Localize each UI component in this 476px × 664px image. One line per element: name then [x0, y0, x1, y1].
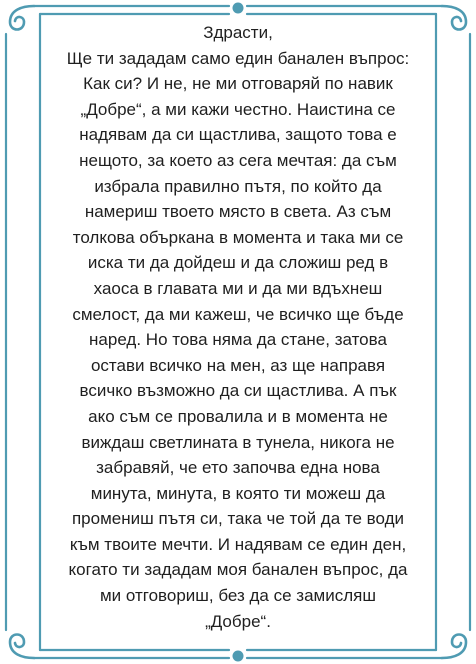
letter-line: избрала правилно пътя, по който да: [94, 176, 382, 196]
dot-ornament-icon: [233, 651, 244, 662]
letter-line: ми отговориш, без да се замисляш: [99, 586, 376, 606]
letter-line: „Добре“, а ми кажи честно. Наистина се: [80, 99, 396, 119]
swirl-ornament-icon: [442, 635, 466, 659]
letter-line: ако съм се провалила и в момента не: [88, 406, 388, 426]
letter-line: надявам да си щастлива, защото това е: [79, 125, 397, 145]
letter-line: всичко възможно да си щастлива. А пък: [79, 381, 397, 401]
letter-line: когато ти зададам моя банален въпрос, да: [68, 560, 408, 580]
letter-line: остави всичко на мен, аз ще направя: [90, 355, 386, 375]
letter-line: смелост, да ми кажеш, че всичко ще бъде: [72, 304, 404, 324]
dot-ornament-icon: [233, 3, 244, 14]
letter-line: към твоите мечти. И надявам се един ден,: [69, 534, 407, 554]
letter-line: иска ти да дойдеш и да сложиш ред в: [87, 253, 389, 273]
swirl-ornament-icon: [10, 635, 34, 659]
letter-line: Ще ти зададам само един банален въпрос:: [66, 48, 410, 68]
letter-line: виждаш светлината в тунела, никога не: [81, 432, 395, 452]
letter-line: хаоса в главата ми и да ми вдъхнеш: [93, 278, 383, 298]
letter-text: [46, 20, 430, 634]
letter-line: „Добре“.: [205, 611, 271, 631]
swirl-ornament-icon: [10, 6, 34, 30]
letter-line: забравяй, че ето започва една нова: [96, 458, 380, 478]
letter-line: толкова объркана в момента и така ми се: [72, 227, 404, 247]
letter-line: промениш пътя си, така че той да те води: [71, 509, 405, 529]
letter-line: нещото, за което аз сега мечтая: да съм: [79, 150, 397, 170]
letter-line: минута, минута, в която ти можеш да: [90, 483, 386, 503]
swirl-ornament-icon: [442, 6, 466, 30]
letter-line: Как си? И не, не ми отговаряй по навик: [83, 74, 393, 94]
letter-line: Здрасти,: [203, 23, 273, 42]
letter-line: намериш твоето място в света. Аз съм: [84, 202, 392, 222]
letter-line: наред. Но това няма да стане, затова: [89, 330, 387, 350]
